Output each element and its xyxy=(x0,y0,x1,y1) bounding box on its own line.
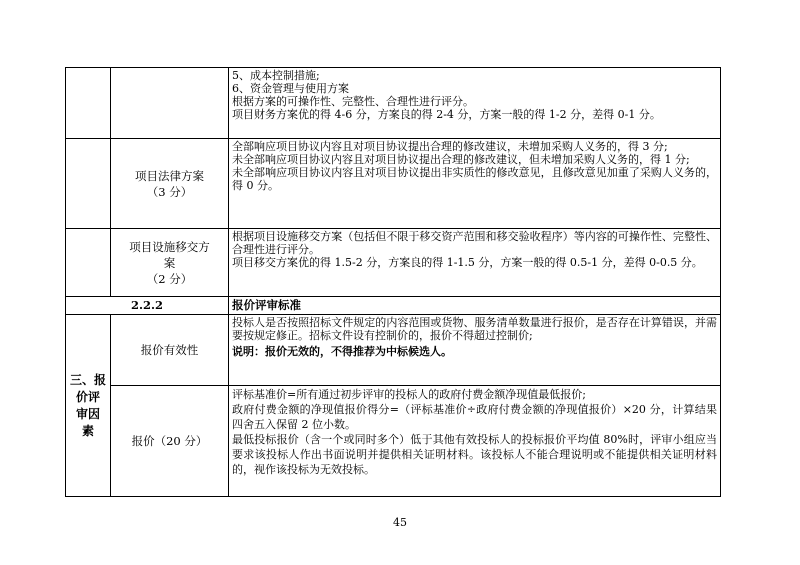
category-price-factors: 三、报 价评 审因 素 xyxy=(66,315,111,497)
criteria-line: 6、资金管理与使用方案 xyxy=(232,82,349,95)
item-cell-blank xyxy=(111,68,229,139)
page-number: 45 xyxy=(393,516,407,529)
criteria-line: 未全部响应项目协议内容且对项目协议提出非实质性的修改意见，且修改意见加重了采购人义务的，得 0 分。 xyxy=(232,166,717,192)
item-name-transfer: 项目设施移交方 案 （2 分） xyxy=(111,229,229,297)
price-criteria xyxy=(229,386,721,497)
transfer-criteria xyxy=(229,229,721,297)
criteria-line: 项目财务方案优的得 4-6 分，方案良的得 2-4 分，方案一般的得 1-2 分，差得 0-1 分。 xyxy=(232,108,661,121)
table-row-validity xyxy=(66,315,721,386)
item-name-validity: 报价有效性 xyxy=(111,315,229,386)
category-cell-blank xyxy=(66,229,111,297)
criteria-line: 评标基准价=所有通过初步评审的投标人的政府付费金额净现值最低报价; xyxy=(232,388,586,401)
section-number: 2.2.2 xyxy=(66,297,229,315)
item-name-legal: 项目法律方案 （3 分） xyxy=(111,139,229,229)
section-title: 报价评审标准 xyxy=(229,297,721,315)
finance-criteria xyxy=(229,68,721,139)
section-header-row xyxy=(66,297,721,315)
criteria-line: 5、成本控制措施; xyxy=(232,69,320,82)
item-name-price: 报价（20 分） xyxy=(111,386,229,497)
criteria-line: 根据项目设施移交方案（包括但不限于移交资产范围和移交验收程序）等内容的可操作性、完整性、合理性进行评分。 xyxy=(232,230,717,256)
criteria-line: 投标人是否按照招标文件规定的内容范围或货物、服务清单数量进行报价，是否存在计算错误，并需要按规定修正。招标文件设有控制价的，报价不得超过控制价; xyxy=(232,316,717,342)
category-cell-blank xyxy=(66,139,111,229)
criteria-line: 项目移交方案优的得 1.5-2 分，方案良的得 1-1.5 分，方案一般的得 0.5-1 分，差得 0-0.5 分。 xyxy=(232,256,703,269)
table-row-finance xyxy=(66,68,721,139)
scoring-table xyxy=(65,67,721,497)
legal-criteria xyxy=(229,139,721,229)
criteria-line: 根据方案的可操作性、完整性、合理性进行评分。 xyxy=(232,95,474,108)
validity-criteria xyxy=(229,315,721,386)
criteria-line: 全部响应项目协议内容且对项目协议提出合理的修改建议，未增加采购人义务的，得 3 分; xyxy=(232,140,668,153)
table-row-transfer xyxy=(66,229,721,297)
criteria-line: 政府付费金额的净现值报价得分=（评标基准价÷政府付费金额的净现值报价）×20 分，计算结果四舍五入保留 2 位小数。 xyxy=(232,403,717,431)
table-row-legal xyxy=(66,139,721,229)
category-cell-blank xyxy=(66,68,111,139)
criteria-line: 最低投标报价（含一个或同时多个）低于其他有效投标人的投标报价平均值 80%时，评审小组应当要求该投标人作出书面说明并提供相关证明材料。该投标人不能合理说明或不能提供相关证明材料的，视作该投标为无效投标。 xyxy=(232,433,717,476)
validity-note: 说明：报价无效的，不得推荐为中标候选人。 xyxy=(232,345,452,358)
table-row-price xyxy=(66,386,721,497)
criteria-line: 未全部响应项目协议内容且对项目协议提出合理的修改建议，但未增加采购人义务的，得 1 分; xyxy=(232,153,690,166)
